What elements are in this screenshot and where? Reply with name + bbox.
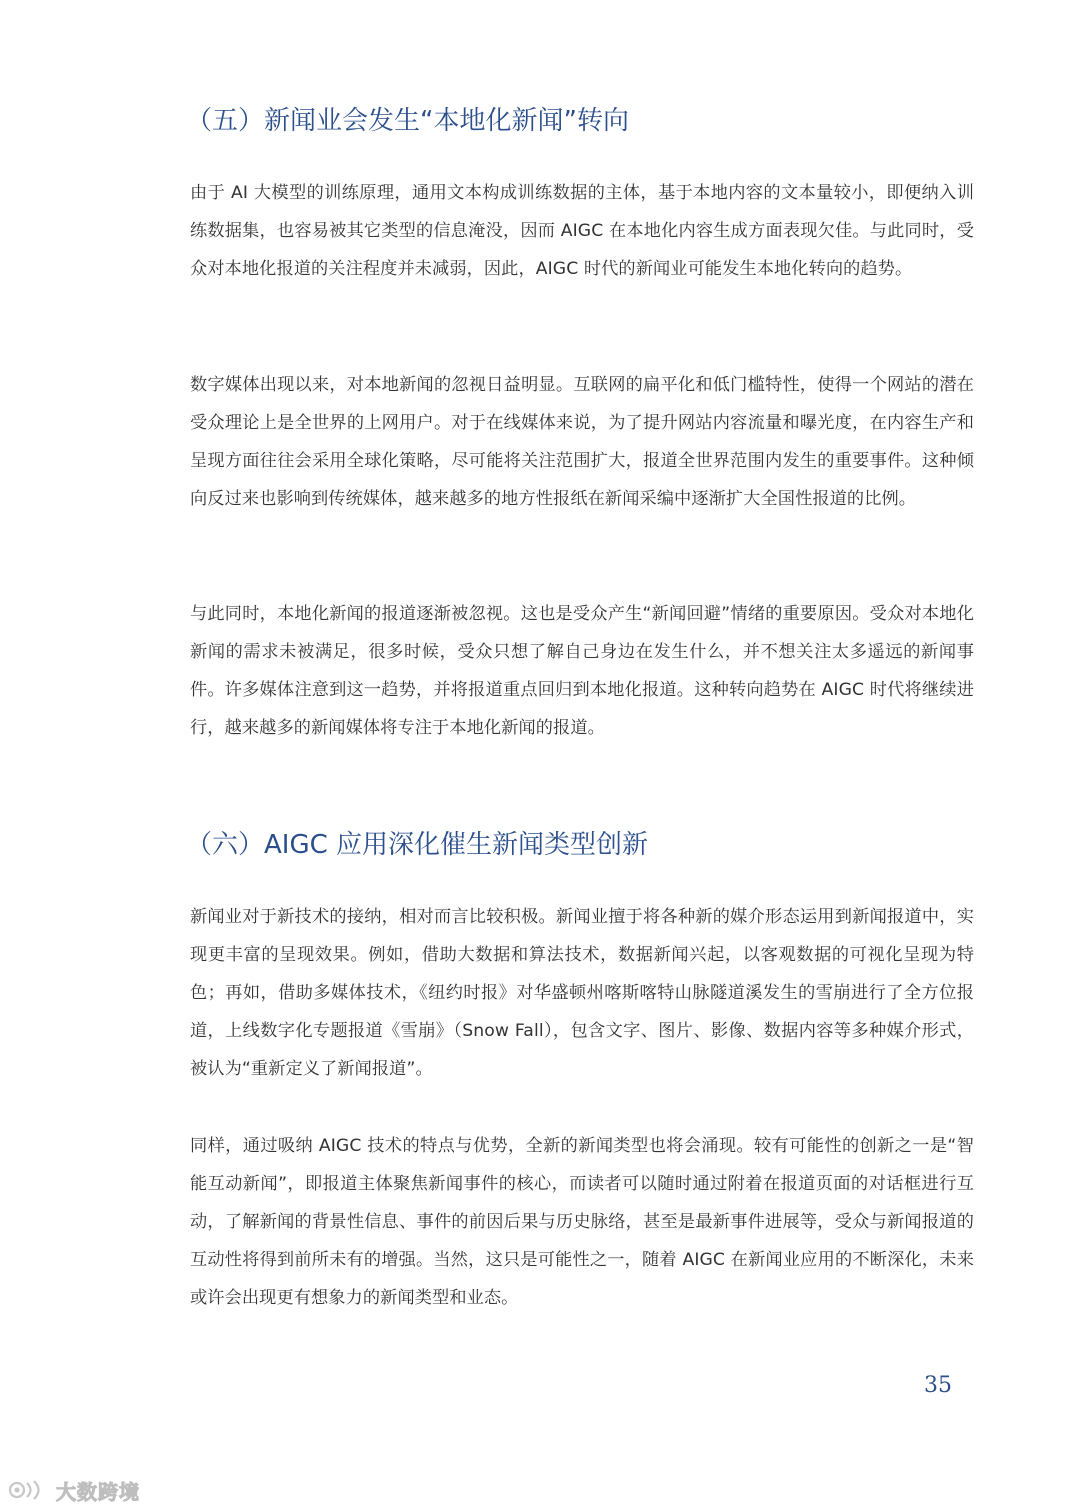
section-6-paragraph-2: 同样，通过吸纳 AIGC 技术的特点与优势，全新的新闻类型也将会涌现。较有可能性的创新之一是“智能互动新闻”，即报道主体聚焦新闻事件的核心，而读者可以随时通过附着在报道页面的对话框进行互动，了解新闻的背景性信息、事件的前因后果与历史脉络，甚至是最新事件进展等，受众与新闻报道的互动性将得到前所未有的增强。当然，这只是可能性之一，随着 AIGC 在新闻业应用的不断深化，未来或许会出现更有想象力的新闻类型和业态。 bbox=[190, 1136, 974, 1308]
section-5-paragraph-1: 由于 AI 大模型的训练原理，通用文本构成训练数据的主体，基于本地内容的文本量较小，即便纳入训练数据集，也容易被其它类型的信息淹没，因而 AIGC 在本地化内容生成方面表现欠佳。与此同时，受众对本地化报道的关注程度并未减弱，因此，AIGC 时代的新闻业可能发生本地化转向的趋势。 bbox=[190, 183, 974, 279]
watermark bbox=[8, 1474, 140, 1506]
section-6-heading: （六）AIGC 应用深化催生新闻类型创新 bbox=[186, 830, 649, 860]
watermark-logo-icon bbox=[8, 1477, 50, 1503]
watermark-text: 大数跨境 bbox=[56, 1479, 140, 1504]
section-6-paragraph-1: 新闻业对于新技术的接纳，相对而言比较积极。新闻业擅于将各种新的媒介形态运用到新闻报道中，实现更丰富的呈现效果。例如，借助大数据和算法技术，数据新闻兴起，以客观数据的可视化呈现为特色；再如，借助多媒体技术，《纽约时报》对华盛顿州喀斯喀特山脉隧道溪发生的雪崩进行了全方位报道，上线数字化专题报道《雪崩》（Snow Fall），包含文字、图片、影像、数据内容等多种媒介形式，被认为“重新定义了新闻报道”。 bbox=[190, 907, 974, 1079]
section-5-paragraph-2: 数字媒体出现以来，对本地新闻的忽视日益明显。互联网的扁平化和低门槛特性，使得一个网站的潜在受众理论上是全世界的上网用户。对于在线媒体来说，为了提升网站内容流量和曝光度，在内容生产和呈现方面往往会采用全球化策略，尽可能将关注范围扩大，报道全世界范围内发生的重要事件。这种倾向反过来也影响到传统媒体，越来越多的地方性报纸在新闻采编中逐渐扩大全国性报道的比例。 bbox=[190, 375, 974, 509]
section-5-paragraph-3: 与此同时，本地化新闻的报道逐渐被忽视。这也是受众产生“新闻回避”情绪的重要原因。受众对本地化新闻的需求未被满足，很多时候，受众只想了解自己身边在发生什么，并不想关注太多遥远的新闻事件。许多媒体注意到这一趋势，并将报道重点回归到本地化报道。这种转向趋势在 AIGC 时代将继续进行，越来越多的新闻媒体将专注于本地化新闻的报道。 bbox=[190, 604, 974, 738]
section-5-heading: （五）新闻业会发生“本地化新闻”转向 bbox=[186, 106, 629, 136]
page-number: 35 bbox=[924, 1373, 952, 1398]
